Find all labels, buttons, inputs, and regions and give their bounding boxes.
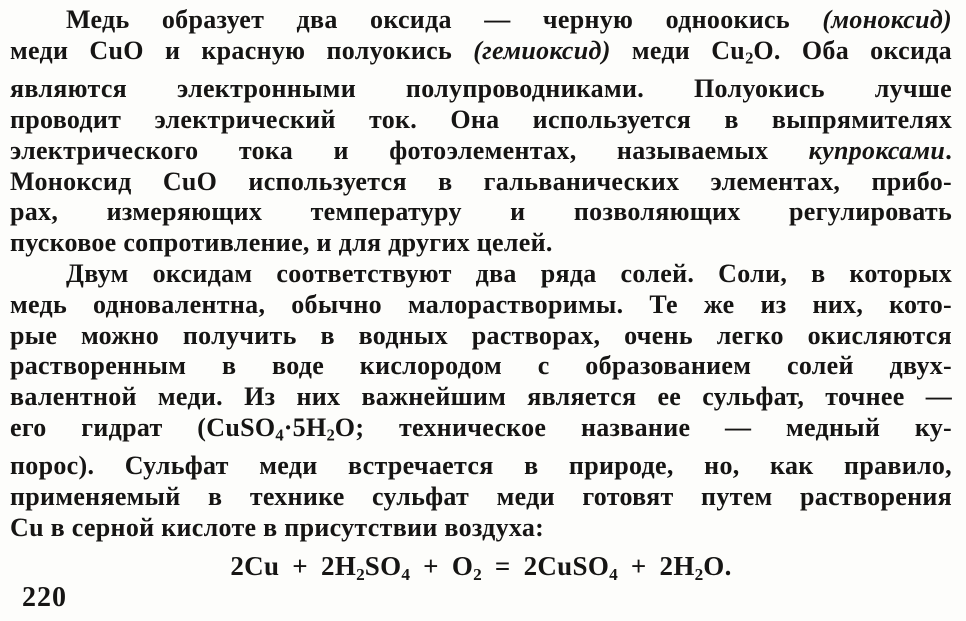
text-run: = 2CuSO (481, 550, 610, 581)
text-line (10, 451, 952, 482)
text-run: Cu в серной кислоте в присутствии воздуха: (10, 513, 545, 543)
text-run: проводит электрический ток. Она используется в выпрямителях (10, 105, 952, 135)
text-run: пусковое сопротивление, и для других целей. (10, 228, 553, 258)
text-line (10, 74, 952, 105)
text-run: Медь образует два оксида — черную одноокись (66, 5, 823, 34)
text-run: его гидрат (CuSO (10, 413, 276, 443)
text-run: меди Cu (610, 35, 746, 65)
italic-term: купроксами (808, 135, 946, 165)
text-run: O. (703, 550, 732, 581)
paragraph (10, 259, 952, 544)
text-line (10, 259, 952, 290)
text-run: . (945, 135, 952, 165)
subscript: 2 (473, 564, 482, 584)
text-run: Двум оксидам соответствуют два ряда солей. Соли, в которых (66, 259, 952, 289)
subscript: 2 (356, 564, 365, 584)
paragraph (10, 5, 952, 259)
text-line (10, 167, 952, 198)
page-number: 220 (22, 582, 67, 613)
text-line (10, 290, 952, 321)
chemical-equation (10, 550, 952, 591)
text-line (10, 197, 952, 228)
subscript: 2 (326, 425, 335, 445)
text-run: валентной меди. Из них важнейшим является ее сульфат, точнее — (10, 382, 952, 412)
text-run: O; техническое название — медный ку- (334, 413, 953, 443)
text-run: рах, измеряющих температуру и позволяющих регулировать (10, 197, 952, 227)
text-run: рые можно получить в водных растворах, очень легко окисляются (10, 320, 952, 350)
text-run: медь одновалентна, обычно малорастворимы. Те же из них, кото- (10, 289, 952, 319)
subscript: 2 (745, 48, 754, 68)
text-line (10, 321, 952, 352)
text-line (10, 136, 952, 167)
text-run: порос). Сульфат меди встречается в природе, но, как правило, (10, 451, 952, 481)
text-line (10, 5, 952, 36)
text-line (10, 382, 952, 413)
subscript: 4 (401, 564, 411, 584)
text-line (10, 413, 952, 451)
text-run: Моноксид CuO используется в гальванических элементах, прибо- (10, 166, 952, 196)
text-run: растворенным в воде кислородом с образованием солей двух- (10, 351, 952, 381)
subscript: 4 (275, 425, 284, 445)
text-run: + 2H (617, 550, 695, 581)
text-run: O. Оба оксида (753, 35, 952, 65)
text-line (10, 36, 952, 74)
text-run: меди CuO и красную полуокись (10, 35, 474, 65)
text-line (10, 105, 952, 136)
text-line (10, 482, 952, 513)
text-line (10, 351, 952, 382)
subscript: 2 (694, 564, 704, 584)
text-line (10, 513, 952, 544)
text-run: + O (410, 550, 474, 581)
subscript: 4 (609, 564, 618, 584)
text-run: электрического тока и фотоэлементах, называемых (10, 135, 809, 165)
text-run: являются электронными полупроводниками. Полуокись лучше (10, 74, 952, 104)
text-run: ·5H (283, 413, 327, 443)
text-run: SO (364, 550, 402, 581)
text-line (10, 228, 952, 259)
text-run: 2Cu + 2H (230, 550, 357, 581)
italic-term: (гемиоксид) (473, 35, 611, 65)
text-run: применяемый в технике сульфат меди готовят путем растворения (10, 482, 952, 512)
italic-term: (моноксид) (822, 5, 952, 34)
text-block (10, 5, 952, 544)
